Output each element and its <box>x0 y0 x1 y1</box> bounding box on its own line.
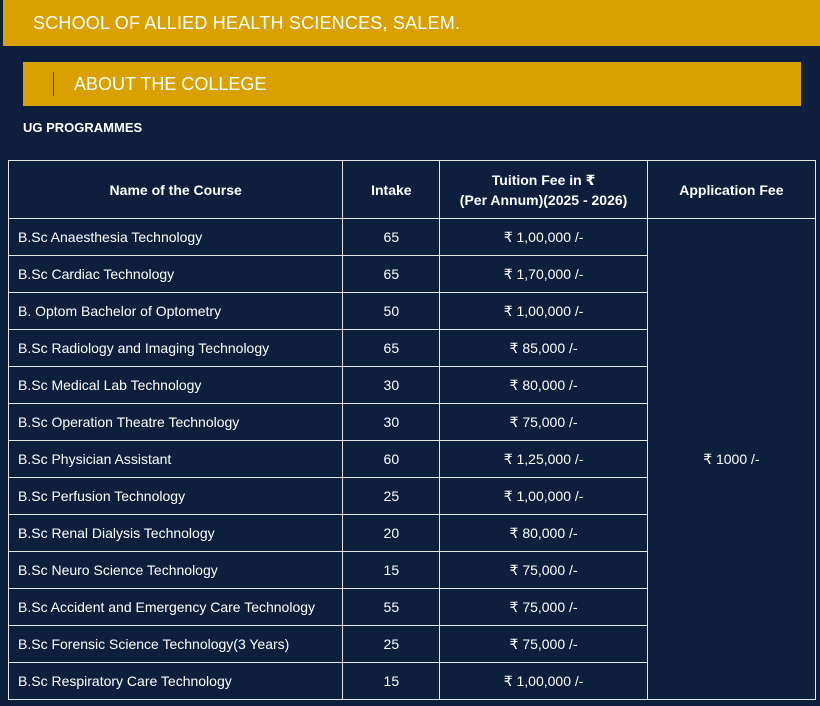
course-name-cell: B.Sc Cardiac Technology <box>9 256 343 293</box>
tuition-fee-cell: ₹ 1,00,000 /- <box>440 478 647 515</box>
column-header-tuition-fee <box>440 161 647 219</box>
intake-cell: 60 <box>343 441 440 478</box>
course-name-cell: B.Sc Accident and Emergency Care Technology <box>9 589 343 626</box>
intake-cell: 30 <box>343 404 440 441</box>
application-fee-cell: ₹ 1000 /- <box>647 219 815 700</box>
intake-cell: 50 <box>343 293 440 330</box>
table-header-row <box>9 161 816 219</box>
section-divider <box>53 72 54 96</box>
tuition-fee-cell: ₹ 80,000 /- <box>440 367 647 404</box>
column-header-intake: Intake <box>343 161 440 219</box>
course-name-cell: B.Sc Forensic Science Technology(3 Years) <box>9 626 343 663</box>
tuition-fee-header-line1: Tuition Fee in ₹ <box>491 171 596 188</box>
tuition-fee-cell: ₹ 75,000 /- <box>440 552 647 589</box>
school-title: SCHOOL OF ALLIED HEALTH SCIENCES, SALEM. <box>33 12 461 33</box>
tuition-fee-cell: ₹ 75,000 /- <box>440 404 647 441</box>
section-title: ABOUT THE COLLEGE <box>74 73 267 94</box>
course-name-cell: B.Sc Physician Assistant <box>9 441 343 478</box>
school-title-banner <box>3 0 820 46</box>
column-header-application-fee: Application Fee <box>647 161 815 219</box>
tuition-fee-cell: ₹ 85,000 /- <box>440 330 647 367</box>
course-name-cell: B.Sc Anaesthesia Technology <box>9 219 343 256</box>
intake-cell: 25 <box>343 478 440 515</box>
intake-cell: 65 <box>343 330 440 367</box>
intake-cell: 15 <box>343 663 440 700</box>
course-name-cell: B.Sc Neuro Science Technology <box>9 552 343 589</box>
intake-cell: 20 <box>343 515 440 552</box>
course-name-cell: B.Sc Operation Theatre Technology <box>9 404 343 441</box>
table-row <box>9 219 816 256</box>
tuition-fee-header-line2: (Per Annum)(2025 - 2026) <box>459 191 628 208</box>
tuition-fee-cell: ₹ 80,000 /- <box>440 515 647 552</box>
programmes-heading: UG PROGRAMMES <box>23 120 143 135</box>
tuition-fee-cell: ₹ 1,00,000 /- <box>440 663 647 700</box>
intake-cell: 65 <box>343 219 440 256</box>
course-name-cell: B.Sc Medical Lab Technology <box>9 367 343 404</box>
intake-cell: 65 <box>343 256 440 293</box>
programmes-table <box>8 160 816 700</box>
course-name-cell: B.Sc Renal Dialysis Technology <box>9 515 343 552</box>
tuition-fee-cell: ₹ 75,000 /- <box>440 589 647 626</box>
column-header-name: Name of the Course <box>9 161 343 219</box>
tuition-fee-cell: ₹ 1,00,000 /- <box>440 219 647 256</box>
intake-cell: 55 <box>343 589 440 626</box>
tuition-fee-cell: ₹ 1,00,000 /- <box>440 293 647 330</box>
tuition-fee-cell: ₹ 75,000 /- <box>440 626 647 663</box>
tuition-fee-cell: ₹ 1,25,000 /- <box>440 441 647 478</box>
intake-cell: 15 <box>343 552 440 589</box>
section-header <box>23 62 801 106</box>
table-body <box>9 219 816 700</box>
course-name-cell: B. Optom Bachelor of Optometry <box>9 293 343 330</box>
tuition-fee-cell: ₹ 1,70,000 /- <box>440 256 647 293</box>
course-name-cell: B.Sc Respiratory Care Technology <box>9 663 343 700</box>
intake-cell: 30 <box>343 367 440 404</box>
course-name-cell: B.Sc Radiology and Imaging Technology <box>9 330 343 367</box>
intake-cell: 25 <box>343 626 440 663</box>
course-name-cell: B.Sc Perfusion Technology <box>9 478 343 515</box>
